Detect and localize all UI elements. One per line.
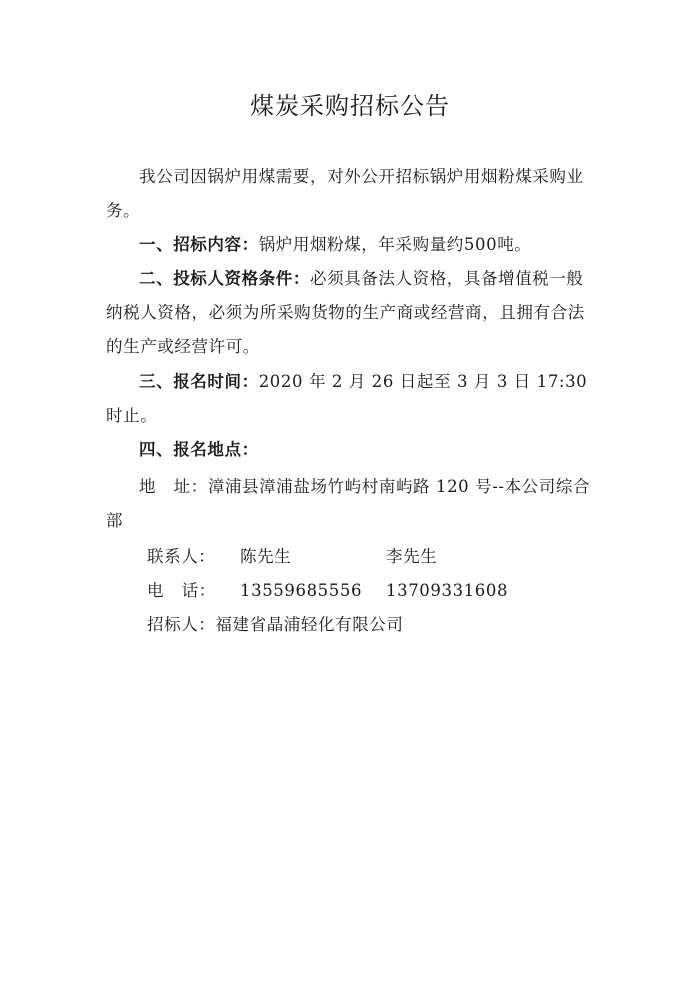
address-label: 地 址： <box>139 477 208 496</box>
intro-paragraph: 我公司因锅炉用煤需要，对外公开招标锅炉用烟粉煤采购业务。 <box>106 167 584 220</box>
phones-row <box>147 577 508 601</box>
contacts-row <box>147 543 437 567</box>
section-2-text: 必须具备法人资格，具备增值税一般纳税人资格，必须为所采购货物的生产商或经营商，且拥有合法的生产或经营许可。 <box>106 269 585 356</box>
section-2-paragraph <box>106 262 596 364</box>
section-4-block <box>106 433 596 467</box>
contact-name-1: 陈先生 <box>240 547 292 566</box>
section-4-paragraph <box>106 433 596 467</box>
contacts-label: 联系人： <box>147 547 216 566</box>
phones-label: 电 话： <box>147 581 216 600</box>
intro-block <box>106 160 596 228</box>
address-block <box>106 470 596 538</box>
address-text: 漳浦县漳浦盐场竹屿村南屿路 120 号--本公司综合部 <box>106 477 591 530</box>
phone-2: 13709331608 <box>386 581 509 600</box>
contact-name-2: 李先生 <box>386 547 438 566</box>
page-title: 煤炭采购招标公告 <box>250 92 450 120</box>
section-3-paragraph <box>106 365 596 433</box>
tenderer-row <box>147 611 404 635</box>
phone-1: 13559685556 <box>240 581 363 600</box>
section-4-heading: 四、报名地点： <box>139 440 259 459</box>
section-3-heading: 三、报名时间： <box>139 372 259 391</box>
section-1-block <box>106 228 596 262</box>
tenderer-name: 福建省晶浦轻化有限公司 <box>215 615 404 634</box>
section-1-paragraph <box>106 228 596 262</box>
section-3-text: 2020 年 2 月 26 日起至 3 月 3 日 17:30 时止。 <box>106 372 588 425</box>
section-1-text: 锅炉用烟粉煤，年采购量约500吨。 <box>258 235 532 254</box>
address-paragraph <box>106 470 596 538</box>
tenderer-label: 招标人： <box>147 615 216 634</box>
section-3-block <box>106 365 596 433</box>
section-2-block <box>106 262 596 364</box>
section-2-heading: 二、投标人资格条件： <box>139 269 310 288</box>
section-1-heading: 一、招标内容： <box>139 235 259 254</box>
